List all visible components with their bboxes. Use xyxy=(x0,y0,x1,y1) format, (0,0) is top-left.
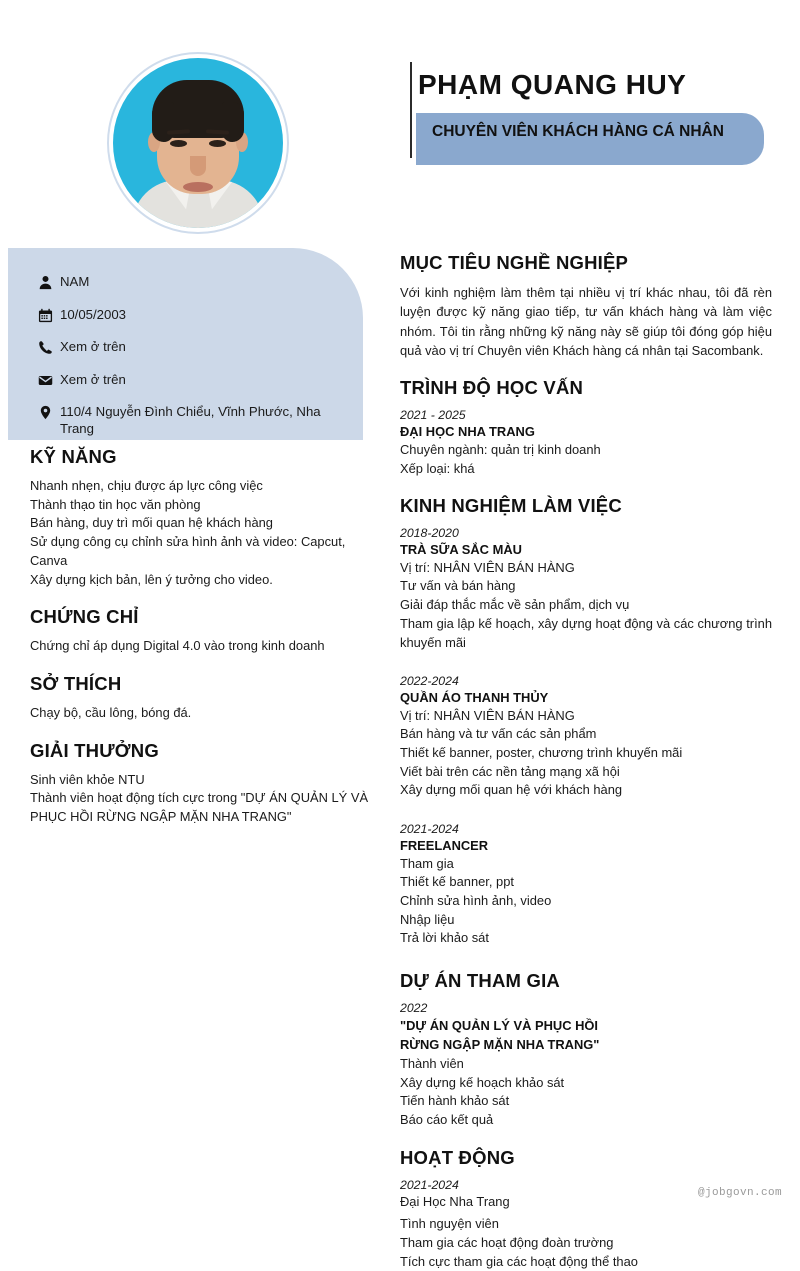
section-heading-activities: HOẠT ĐỘNG xyxy=(400,1146,515,1168)
candidate-name: PHẠM QUANG HUY xyxy=(418,69,687,100)
list-item: Tích cực tham gia các hoạt động thể thao xyxy=(400,1253,638,1269)
entry-org: TRÀ SỮA SẮC MÀU xyxy=(400,542,522,558)
person-icon xyxy=(38,274,60,290)
list-item: Thiết kế banner, ppt xyxy=(400,874,514,890)
list-item: Xây dựng kế hoạch khảo sát xyxy=(400,1074,565,1090)
portrait-photo xyxy=(113,58,283,228)
avatar xyxy=(107,52,289,234)
list-item: Vị trí: NHÂN VIÊN BÁN HÀNG xyxy=(400,707,575,723)
list-item: Viết bài trên các nền tảng mạng xã hội xyxy=(400,763,620,779)
section-skills xyxy=(30,446,370,589)
section-education xyxy=(400,377,772,478)
list-item: Tiến hành khảo sát xyxy=(400,1093,510,1109)
entry-lines xyxy=(400,441,772,478)
envelope-icon xyxy=(38,372,60,388)
section-heading-certificates: CHỨNG CHỈ xyxy=(30,606,139,628)
list-item: Thành thạo tin học văn phòng xyxy=(30,496,201,512)
list-item: Tham gia xyxy=(400,855,454,871)
entry-date: 2021 - 2025 xyxy=(400,408,466,423)
section-certificates xyxy=(30,606,370,656)
list-item: Tham gia các hoạt động đoàn trường xyxy=(400,1235,614,1251)
list-item: Bán hàng và tư vấn các sản phẩm xyxy=(400,726,597,742)
list-item: Thiết kế banner, poster, chương trình khuyến mãi xyxy=(400,745,683,761)
list-item: Vị trí: NHÂN VIÊN BÁN HÀNG xyxy=(400,559,575,575)
calendar-icon xyxy=(38,307,60,323)
entry-lines xyxy=(400,1055,772,1130)
objective-text: Với kinh nghiệm làm thêm tại nhiều vị trí khác nhau, tôi đã rèn luyện được kỹ năng giao tiếp, tư vấn khách hàng và làm việc nhóm. Tôi tin rằng những kỹ năng này sẽ giúp tôi đóng góp hiệu quả vào vị trí Chuyên viên Khách hàng cá nhân tại Sacombank. xyxy=(400,285,772,359)
section-experience xyxy=(400,495,772,948)
list-item: Chỉnh sửa hình ảnh, video xyxy=(400,892,552,908)
list-item: Trả lời khảo sát xyxy=(400,930,489,946)
job-title-banner: CHUYÊN VIÊN KHÁCH HÀNG CÁ NHÂN xyxy=(416,113,764,165)
contact-row-address xyxy=(38,404,345,437)
list-item: Thành viên xyxy=(400,1055,464,1071)
entry-org: FREELANCER xyxy=(400,838,489,854)
entry-org: "DỰ ÁN QUẢN LÝ VÀ PHỤC HỒI RỪNG NGẬP MẶN NHA TRANG" xyxy=(400,1018,600,1053)
entry-date: 2018-2020 xyxy=(400,526,459,541)
entry-org: QUẦN ÁO THANH THỦY xyxy=(400,690,549,706)
entry-date: 2022 xyxy=(400,1001,428,1016)
section-heading-experience: KINH NGHIỆM LÀM VIỆC xyxy=(400,495,622,517)
list-item: Chứng chỉ áp dụng Digital 4.0 vào trong kinh doanh xyxy=(30,638,325,654)
list-item: Tham gia lập kế hoạch, xây dựng hoạt động và các chương trình khuyến mãi xyxy=(400,615,772,650)
contact-value-phone: Xem ở trên xyxy=(60,339,126,354)
section-heading-objective: MỤC TIÊU NGHỀ NGHIỆP xyxy=(400,252,629,273)
list-item: Xây dựng kịch bản, lên ý tưởng cho video. xyxy=(30,571,273,587)
entry-date: 2022-2024 xyxy=(400,674,459,689)
entry-lines xyxy=(400,707,772,801)
list-item: Chạy bộ, cầu lông, bóng đá. xyxy=(30,704,192,720)
contact-value-birthdate: 10/05/2003 xyxy=(60,306,127,322)
location-icon xyxy=(38,404,60,420)
list-item: Thành viên hoạt động tích cực trong "DỰ ÁN QUẢN LÝ VÀ PHỤC HỒI RỪNG NGẬP MẶN NHA TRANG" xyxy=(30,790,369,825)
name-accent-rule xyxy=(410,62,412,158)
list-item: Tình nguyện viên xyxy=(400,1216,499,1232)
awards-list xyxy=(30,771,370,827)
contact-row-gender xyxy=(38,274,345,291)
entry-date: 2021-2024 xyxy=(400,822,459,837)
skills-list xyxy=(30,477,370,589)
section-heading-projects: DỰ ÁN THAM GIA xyxy=(400,970,560,992)
watermark: @jobgovn.com xyxy=(697,1187,782,1199)
section-hobbies xyxy=(30,673,370,723)
list-item: Chuyên ngành: quản trị kinh doanh xyxy=(400,441,601,457)
list-item: Bán hàng, duy trì mối quan hệ khách hàng xyxy=(30,515,273,531)
education-entry xyxy=(400,408,772,478)
contact-value-gender: NAM xyxy=(60,274,90,289)
list-item: Sử dụng công cụ chỉnh sửa hình ảnh và video: Capcut, Canva xyxy=(30,534,346,568)
cv-header xyxy=(0,0,800,240)
section-heading-hobbies: SỞ THÍCH xyxy=(30,672,122,694)
section-heading-awards: GIẢI THƯỞNG xyxy=(30,739,159,761)
contact-row-birthdate xyxy=(38,307,345,324)
project-entry xyxy=(400,1001,772,1130)
list-item: Tư vấn và bán hàng xyxy=(400,578,516,594)
hobbies-list xyxy=(30,704,370,723)
experience-entry xyxy=(400,526,772,652)
entry-date: 2021-2024 xyxy=(400,1177,459,1192)
list-item: Giải đáp thắc mắc về sản phẩm, dịch vụ xyxy=(400,597,630,613)
list-item: Sinh viên khỏe NTU xyxy=(30,771,145,787)
right-column xyxy=(400,252,772,1271)
contact-row-phone xyxy=(38,339,345,356)
list-item: Xếp loại: khá xyxy=(400,460,475,476)
section-projects xyxy=(400,970,772,1130)
section-awards xyxy=(30,740,370,827)
list-item: Báo cáo kết quả xyxy=(400,1111,494,1127)
contact-row-email xyxy=(38,372,345,389)
section-activities xyxy=(400,1147,772,1271)
entry-lines xyxy=(400,855,772,949)
list-item: Đại Học Nha Trang xyxy=(400,1193,510,1209)
entry-lines xyxy=(400,559,772,653)
contact-value-address: 110/4 Nguyễn Đình Chiểu, Vĩnh Phước, Nha Trang xyxy=(60,404,321,436)
experience-entry xyxy=(400,822,772,948)
section-heading-skills: KỸ NĂNG xyxy=(30,446,117,467)
certificates-list xyxy=(30,637,370,656)
contact-panel xyxy=(8,248,363,440)
list-item: Nhanh nhẹn, chịu được áp lực công việc xyxy=(30,478,263,493)
section-heading-education: TRÌNH ĐỘ HỌC VẤN xyxy=(400,377,584,399)
entry-lines xyxy=(400,1193,772,1271)
contact-value-email: Xem ở trên xyxy=(60,371,126,387)
experience-entry xyxy=(400,674,772,800)
list-item: Nhập liệu xyxy=(400,911,455,927)
entry-org: ĐẠI HỌC NHA TRANG xyxy=(400,424,535,440)
list-item: Xây dựng mối quan hệ với khách hàng xyxy=(400,782,623,798)
left-column xyxy=(30,446,370,844)
phone-icon xyxy=(38,339,60,355)
section-objective xyxy=(400,252,772,360)
